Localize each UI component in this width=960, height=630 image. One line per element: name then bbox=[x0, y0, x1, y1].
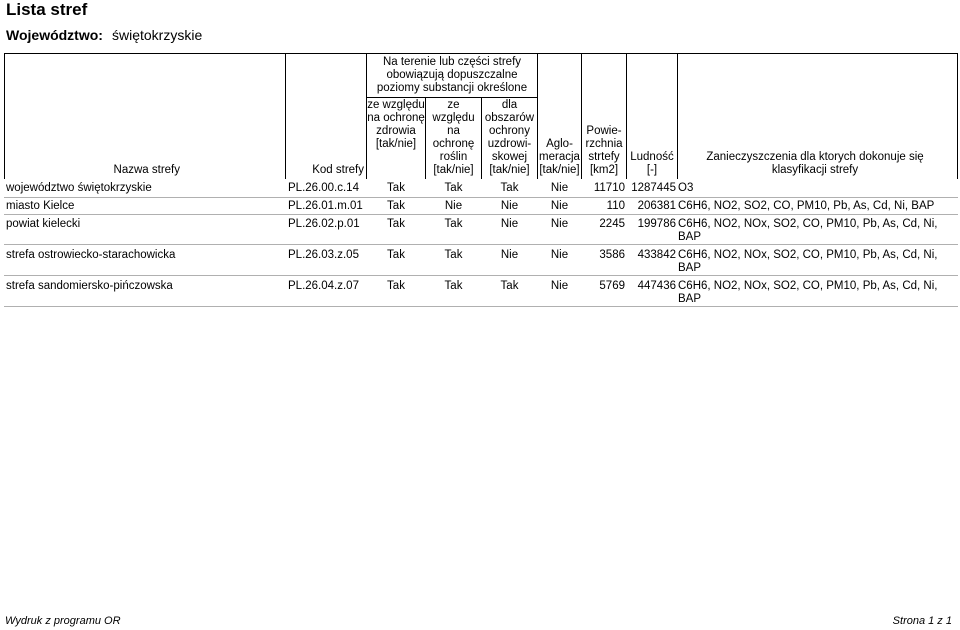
cell-nazwa: powiat kielecki bbox=[6, 218, 81, 230]
header-divider bbox=[4, 53, 5, 179]
cell-aglomeracja: Nie bbox=[550, 280, 569, 292]
cell-aglomeracja: Nie bbox=[550, 249, 569, 261]
cell-ludnosc: 433842 bbox=[637, 249, 676, 261]
cell-zdrowia: Tak bbox=[387, 218, 405, 230]
page-title: Lista stref bbox=[6, 0, 88, 19]
cell-uzdrowiskowej: Nie bbox=[500, 249, 519, 261]
footer-page-number: Strona 1 z 1 bbox=[892, 615, 952, 627]
cell-powierzchnia: 110 bbox=[606, 200, 625, 212]
footer-print-source: Wydruk z programu OR bbox=[5, 615, 121, 627]
col-header-aglomeracja: Aglo-meracja [tak/nie] bbox=[539, 138, 580, 176]
cell-nazwa: miasto Kielce bbox=[6, 200, 75, 212]
voivodeship-label: Województwo: bbox=[6, 27, 103, 43]
cell-powierzchnia: 3586 bbox=[599, 249, 625, 261]
header-divider bbox=[677, 53, 678, 179]
cell-roslin: Nie bbox=[444, 200, 463, 212]
cell-powierzchnia: 11710 bbox=[593, 182, 625, 194]
cell-uzdrowiskowej: Tak bbox=[500, 280, 519, 292]
cell-zanieczyszczenia: C6H6, NO2, SO2, CO, PM10, Pb, As, Cd, Ni, BAP bbox=[678, 200, 935, 212]
cell-kod: PL.26.00.c.14 bbox=[288, 182, 359, 194]
cell-nazwa: województwo świętokrzyskie bbox=[6, 182, 152, 194]
cell-aglomeracja: Nie bbox=[550, 182, 569, 194]
cell-aglomeracja: Nie bbox=[550, 218, 569, 230]
row-divider bbox=[4, 306, 958, 307]
col-header-zdrowia: ze względu na ochronę zdrowia [tak/nie] bbox=[367, 99, 425, 150]
cell-roslin: Tak bbox=[444, 249, 463, 261]
col-header-uzdrowiskowej: dla obszarów ochrony uzdrowi-skowej [tak/nie] bbox=[484, 99, 535, 176]
cell-zanieczyszczenia: C6H6, NO2, NOx, SO2, CO, PM10, Pb, As, Cd, Ni, BAP bbox=[678, 218, 938, 243]
cell-zdrowia: Tak bbox=[387, 280, 405, 292]
row-divider bbox=[4, 275, 958, 276]
cell-kod: PL.26.01.m.01 bbox=[288, 200, 363, 212]
cell-kod: PL.26.02.p.01 bbox=[288, 218, 360, 230]
cell-powierzchnia: 2245 bbox=[599, 218, 625, 230]
cell-nazwa: strefa sandomiersko-pińczowska bbox=[6, 280, 173, 292]
voivodeship-value: świętokrzyskie bbox=[112, 27, 203, 43]
header-divider bbox=[957, 53, 958, 179]
row-divider bbox=[4, 244, 958, 245]
col-header-group: Na terenie lub części strefy obowiązują dopuszczalne poziomy substancji określone bbox=[376, 56, 528, 94]
cell-ludnosc: 1287445 bbox=[631, 182, 676, 194]
cell-ludnosc: 447436 bbox=[637, 280, 676, 292]
header-group-rule bbox=[366, 97, 537, 98]
cell-roslin: Tak bbox=[444, 280, 463, 292]
col-header-nazwa: Nazwa strefy bbox=[113, 164, 180, 176]
cell-kod: PL.26.04.z.07 bbox=[288, 280, 359, 292]
cell-kod: PL.26.03.z.05 bbox=[288, 249, 359, 261]
col-header-roslin: ze względu na ochronę roślin [tak/nie] bbox=[432, 99, 475, 176]
cell-roslin: Tak bbox=[444, 182, 463, 194]
cell-uzdrowiskowej: Nie bbox=[500, 200, 519, 212]
header-top-rule bbox=[4, 53, 958, 54]
cell-zdrowia: Tak bbox=[387, 200, 405, 212]
cell-uzdrowiskowej: Nie bbox=[500, 218, 519, 230]
cell-roslin: Tak bbox=[444, 218, 463, 230]
col-header-kod: Kod strefy bbox=[312, 164, 364, 176]
cell-nazwa: strefa ostrowiecko-starachowicka bbox=[6, 249, 176, 261]
cell-zanieczyszczenia: C6H6, NO2, NOx, SO2, CO, PM10, Pb, As, Cd, Ni, BAP bbox=[678, 249, 938, 274]
row-divider bbox=[4, 197, 958, 198]
header-divider bbox=[285, 53, 286, 179]
cell-zdrowia: Tak bbox=[387, 182, 405, 194]
cell-powierzchnia: 5769 bbox=[599, 280, 625, 292]
col-header-powierzchnia: Powie-rzchnia strtefy [km2] bbox=[585, 125, 623, 176]
col-header-zanieczyszczenia: Zanieczyszczenia dla ktorych dokonuje się klasyfikacji strefy bbox=[706, 151, 924, 176]
cell-uzdrowiskowej: Tak bbox=[500, 182, 519, 194]
cell-ludnosc: 199786 bbox=[637, 218, 676, 230]
cell-aglomeracja: Nie bbox=[550, 200, 569, 212]
cell-ludnosc: 206381 bbox=[637, 200, 676, 212]
cell-zanieczyszczenia: O3 bbox=[678, 182, 694, 194]
cell-zdrowia: Tak bbox=[387, 249, 405, 261]
col-header-ludnosc: Ludność [-] bbox=[630, 151, 674, 176]
cell-zanieczyszczenia: C6H6, NO2, NOx, SO2, CO, PM10, Pb, As, Cd, Ni, BAP bbox=[678, 280, 938, 305]
row-divider bbox=[4, 214, 958, 215]
